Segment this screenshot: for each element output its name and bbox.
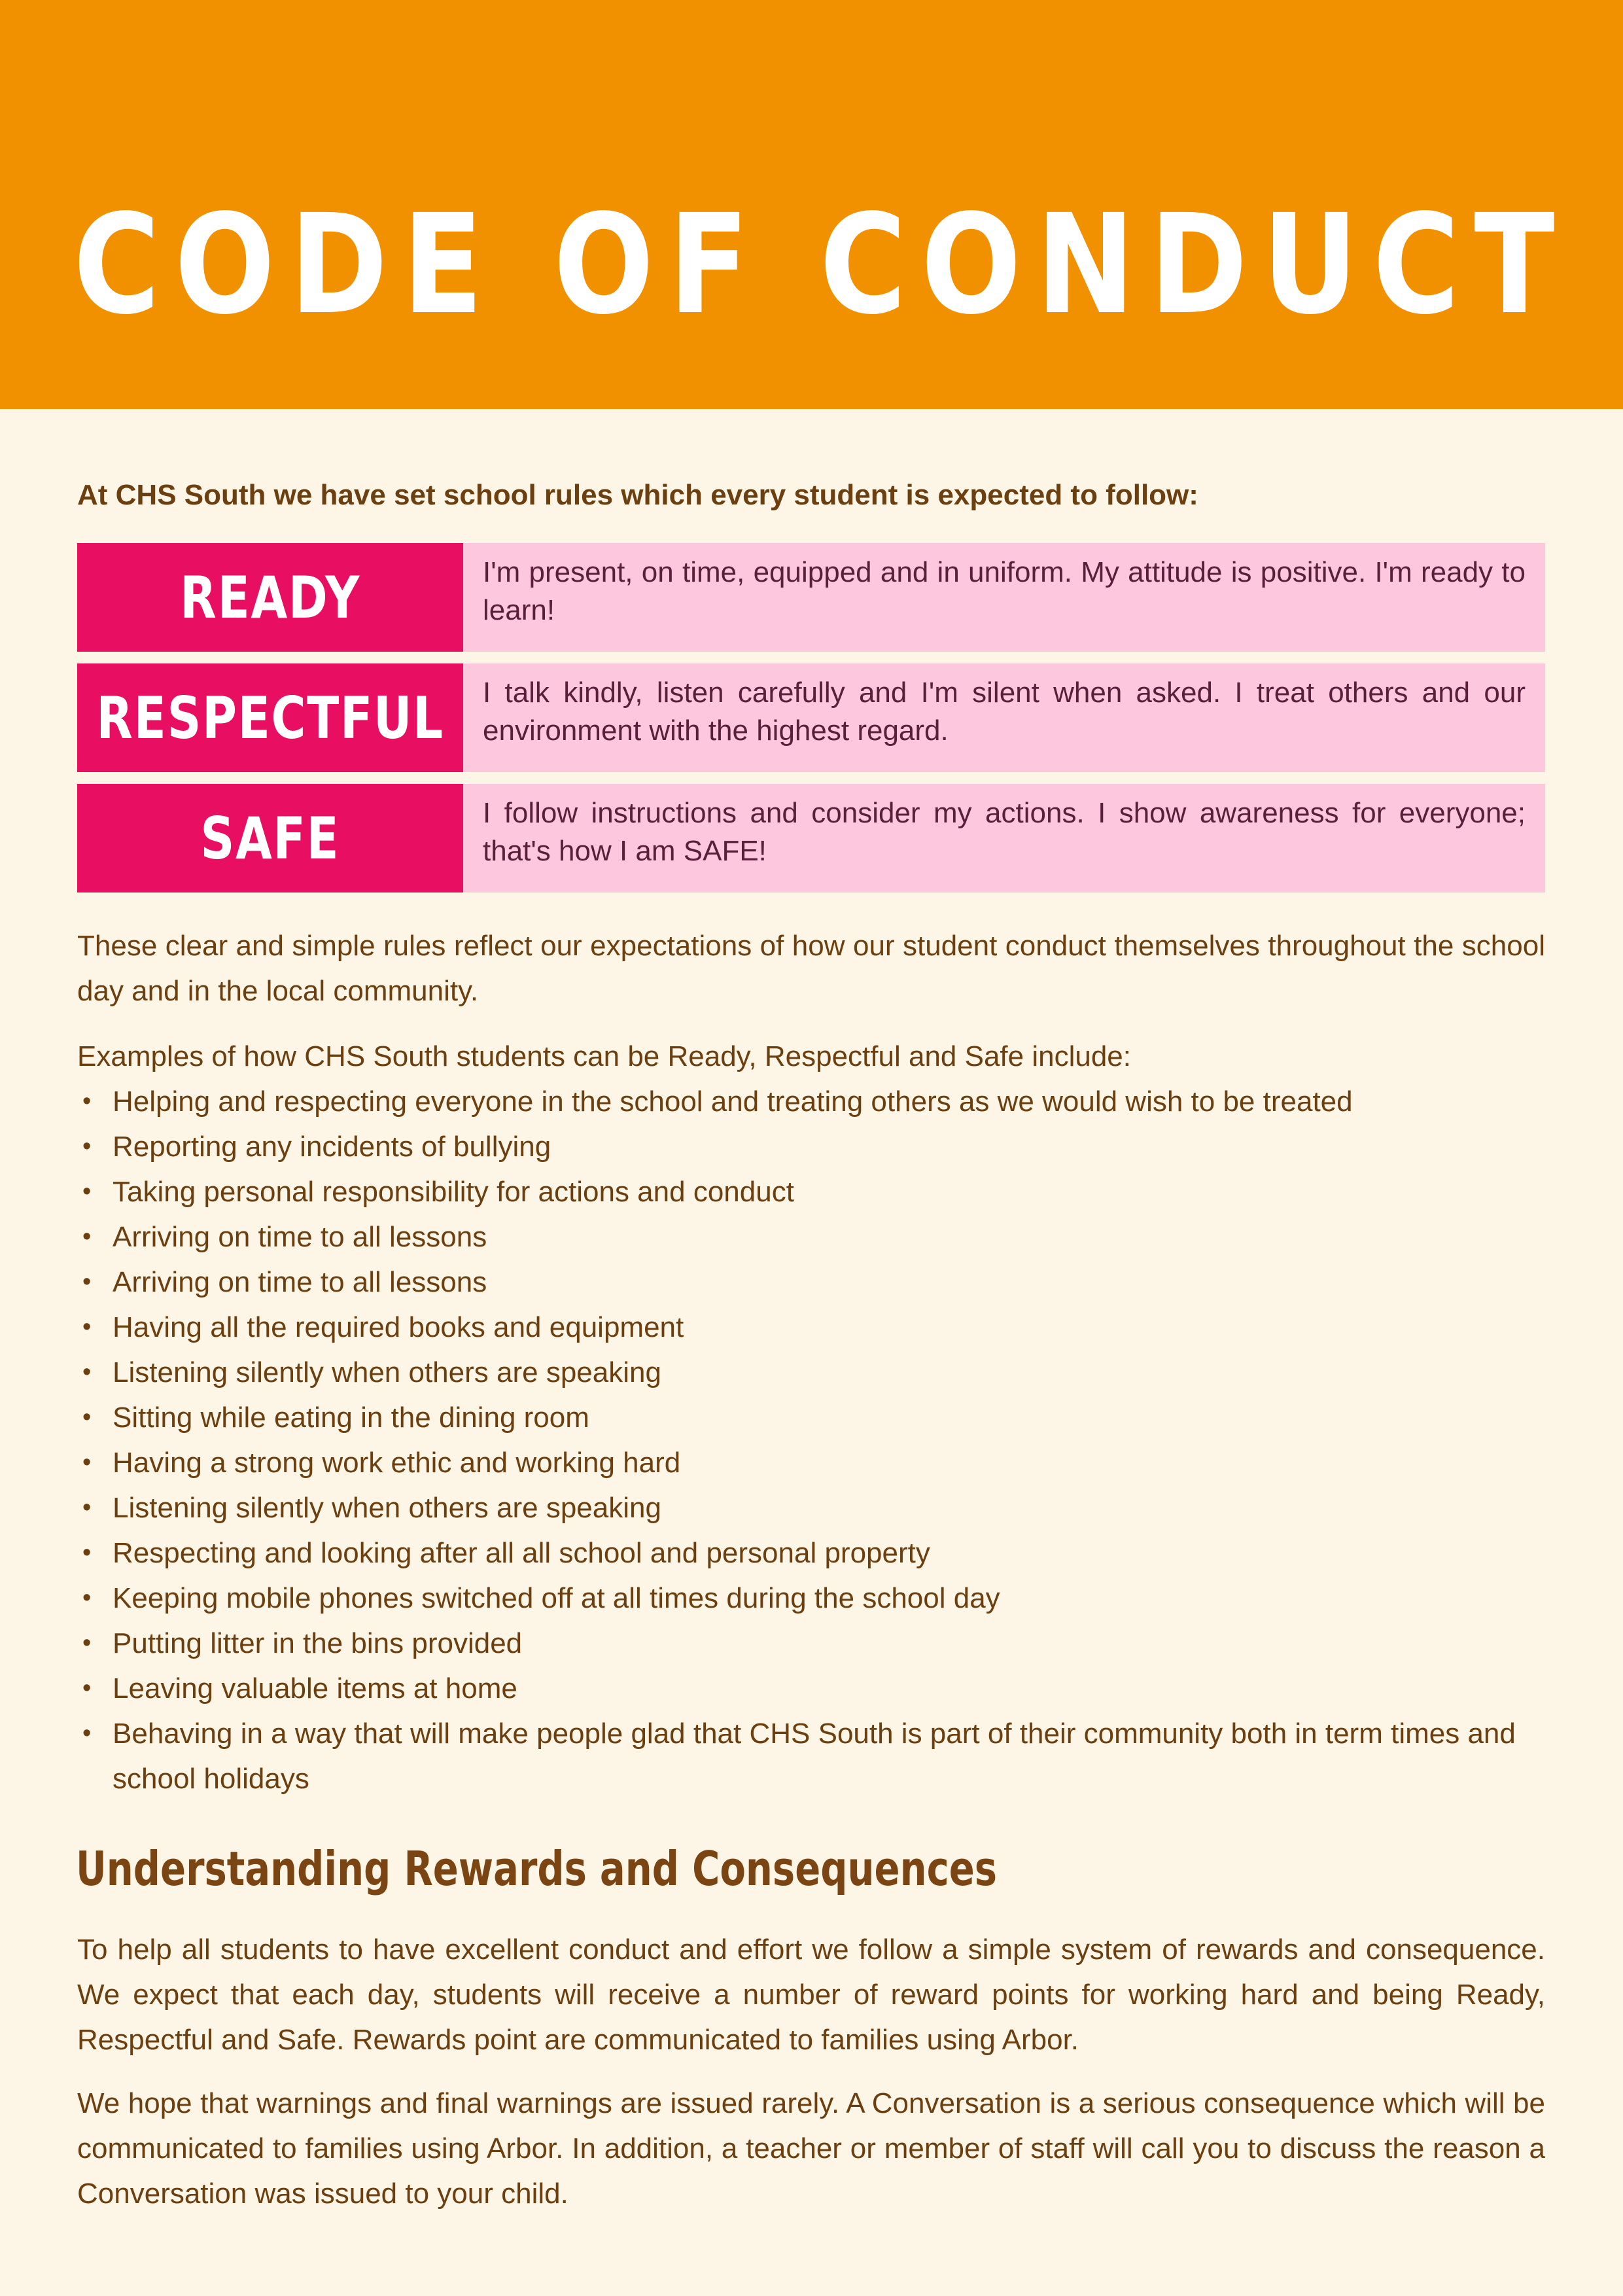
list-item: • Putting litter in the bins provided — [77, 1621, 1545, 1666]
list-item: • Helping and respecting everyone in the school and treating others as we would wish to be treated — [77, 1079, 1545, 1124]
list-item: • Having a strong work ethic and working hard — [77, 1440, 1545, 1485]
list-item: • Having all the required books and equipment — [77, 1305, 1545, 1350]
list-item: • Listening silently when others are speaking — [77, 1350, 1545, 1395]
list-item: • Reporting any incidents of bullying — [77, 1124, 1545, 1169]
rule-label-text: READY — [180, 563, 360, 631]
page-title: CODE OF CONDUCT — [73, 185, 1569, 345]
rule-label-ready — [77, 543, 463, 652]
list-item: • Arriving on time to all lessons — [77, 1260, 1545, 1305]
list-item: • Sitting while eating in the dining room — [77, 1395, 1545, 1440]
rule-label-safe — [77, 784, 463, 892]
rule-row-respectful — [77, 663, 1545, 772]
rules-table — [77, 543, 1545, 904]
list-item: • Listening silently when others are speaking — [77, 1485, 1545, 1530]
list-item: • Taking personal responsibility for actions and conduct — [77, 1169, 1545, 1214]
rewards-heading: Understanding Rewards and Consequences — [76, 1841, 998, 1896]
examples-list — [77, 1079, 1545, 1801]
expectations-paragraph: These clear and simple rules reflect our expectations of how our student conduct themselves throughout the school day and in the local community. — [77, 930, 1545, 1007]
list-item: • Leaving valuable items at home — [77, 1666, 1545, 1711]
rule-desc-respectful: I talk kindly, listen carefully and I'm silent when asked. I treat others and our environment with the highest regard. — [463, 663, 1545, 772]
list-item: • Arriving on time to all lessons — [77, 1214, 1545, 1260]
list-item: • Respecting and looking after all all school and personal property — [77, 1530, 1545, 1576]
rule-desc-ready: I'm present, on time, equipped and in uniform. My attitude is positive. I'm ready to learn! — [463, 543, 1545, 652]
rewards-paragraph-1: To help all students to have excellent conduct and effort we follow a simple system of rewards and consequence. We expect that each day, students will receive a number of reward points for working hard and being Ready, Respectful and Safe. Rewards point are communicated to families using Arbor. — [77, 1934, 1545, 2056]
rule-label-respectful — [77, 663, 463, 772]
rule-row-ready — [77, 543, 1545, 652]
rule-desc-safe: I follow instructions and consider my actions. I show awareness for everyone; that's how I am SAFE! — [463, 784, 1545, 892]
rule-row-safe — [77, 784, 1545, 892]
rule-label-text: RESPECTFUL — [96, 684, 444, 752]
list-item: • Behaving in a way that will make people glad that CHS South is part of their community both in term times and school holidays — [77, 1711, 1545, 1801]
intro-text: At CHS South we have set school rules which every student is expected to follow: — [77, 479, 1198, 511]
rewards-paragraph-2: We hope that warnings and final warnings are issued rarely. A Conversation is a serious consequence which will be communicated to families using Arbor. In addition, a teacher or member of staff will call you to discuss the reason a Conversation was issued to your child. — [77, 2087, 1545, 2210]
rule-label-text: SAFE — [200, 804, 340, 872]
header-banner — [0, 0, 1623, 409]
list-item: • Keeping mobile phones switched off at all times during the school day — [77, 1576, 1545, 1621]
examples-intro: Examples of how CHS South students can be Ready, Respectful and Safe include: — [77, 1040, 1132, 1072]
